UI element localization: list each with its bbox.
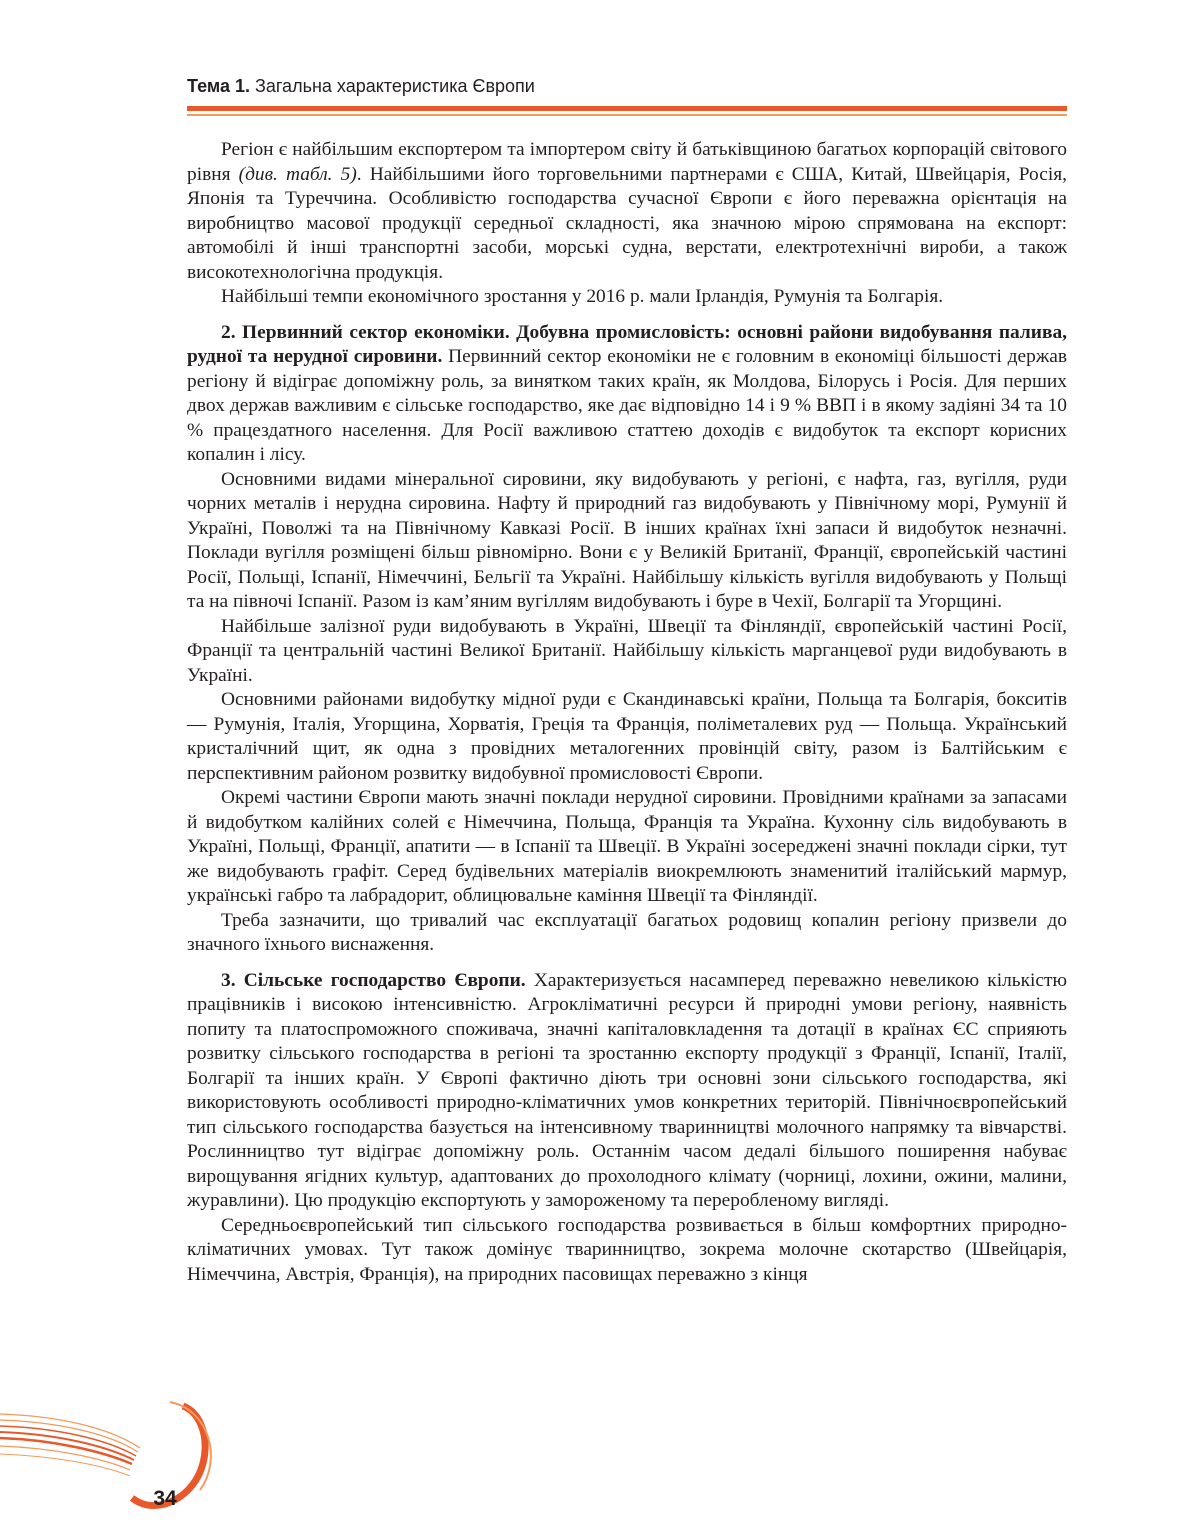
paragraph-primary-sector: 2. Первинний сектор економіки. Добувна промисловість: основні райони видобування палива, рудної та нерудної сировини. Первинний сектор економіки не є головним в економіці більшості держав регіону й відіграє допоміжну роль, за винятком таких країн, як Молдова, Білорусь і Росія. Для перших двох держав важливим є сільське господарство, яке дає відповідно 14 і 9 % ВВП і в якому задіяні 34 та 10 % працездатного населення. Для Росії важливою статтею доходів є видобуток та експорт корисних копалин і лісу. <box>187 321 1067 465</box>
paragraph-nonmetallic: Окремі частини Європи мають значні поклади нерудної сировини. Провідними країнами за запасами й видобутком калійних солей є Німеччина, Польща, Франція та Україна. Кухонну сіль видобувають в Україні, Польщі, Франції, апатити — в Іспанії та Швеції. В Україні зосереджені значні поклади сірки, тут же видобувають графіт. Серед будівельних матеріалів виокремлюють знаменитий італійський мармур, українські габро та лабрадорит, облицювальне каміння Швеції та Фінляндії. <box>187 787 1067 906</box>
paragraph-agriculture: 3. Сільське господарство Європи. Характеризується насамперед переважно невеликою кількістю працівників і високою інтенсивністю. Агрокліматичні ресурси й природні умови регіону, наявність попиту та платоспроможного споживача, значні капіталовкладення та дотації в країнах ЄС сприяють розвитку сільського господарства в регіоні та зростанню експорту продукції з Франції, Іспанії, Італії, Болгарії та інших країн. У Європі фактично діють три основні зони сільського господарства, які використовують особливості природно-кліматичних умов конкретних територій. Північноєвропейський тип сільського господарства базується на інтенсивному тваринництві молочного напрямку та вівчарстві. Рослинництво тут відіграє допоміжну роль. Останнім часом дедалі більшого поширення набуває вирощування ягідних культур, адаптованих до прохолодного клімату (чорниці, лохини, ожини, малини, журавлини). Цю продукцію експортують у замороженому та переробленому вигляді. <box>187 969 1067 1211</box>
topic-title: Загальна характеристика Європи <box>255 76 535 96</box>
page-number: 34 <box>153 1487 177 1510</box>
paragraph-depletion: Треба зазначити, що тривалий час експлуатації багатьох родовищ копалин регіону призвели до значного їхнього виснаження. <box>187 909 1067 955</box>
paragraph-copper: Основними районами видобутку мідної руди є Скандинавські країни, Польща та Болгарія, бокситів — Румунія, Італія, Угорщина, Хорватія, Греція та Франція, поліметалевих руд — Польща. Український кристалічний щит, як одна з провідних металогенних провінцій світу, разом із Балтійським є перспективним районом розвитку видобувної промисловості Європи. <box>187 689 1067 784</box>
header-rule-thin <box>187 114 1067 116</box>
paragraph-growth: Найбільші темпи економічного зростання у 2016 р. мали Ірландія, Румунія та Болгарія. <box>221 286 944 307</box>
page-corner-swoosh <box>0 1400 240 1510</box>
table-reference: (див. табл. 5) <box>238 163 357 185</box>
topic-label: Тема 1. <box>187 76 250 96</box>
running-header <box>187 76 535 97</box>
paragraph-minerals: Основними видами мінеральної сировини, яку видобувають у регіоні, є нафта, газ, вугілля, руди чорних металів і нерудна сировина. Нафту й природний газ видобувають у Північному морі, Румунії й Україні, Поволжі та на Північному Кавказі Росії. В інших країнах їхні запаси й видобуток незначні. Поклади вугілля розміщені більш рівномірно. Вони є у Великій Британії, Франції, європейській частині Росії, Польщі, Іспанії, Німеччині, Бельгії та Україні. Найбільшу кількість вугілля видобувають у Польщі та на півночі Іспанії. Разом із кам’яним вугіллям видобувають і буре в Чехії, Болгарії та Угорщині. <box>187 468 1067 612</box>
section-heading-3: 3. Сільське господарство Європи. <box>221 969 526 991</box>
header-rule-thick <box>187 106 1067 111</box>
paragraph-iron-ore: Найбільше залізної руди видобувають в Україні, Швеції та Фінляндії, європейській частині Росії, Франції та центральній частині Великої Британії. Найбільшу кількість марганцевої руди видобувають в Україні. <box>187 615 1067 686</box>
paragraph-exports: Регіон є найбільшим експортером та імпортером світу й батьківщиною багатьох корпорацій світового рівня (див. табл. 5). Найбільшими його торговельними партнерами є США, Китай, Швейцарія, Росія, Японія та Туреччина. Особливістю господарства сучасної Європи є його переважна орієнтація на виробництво масової продукції середньої складності, яка значною мірою спрямована на експорт: автомобілі й інші транспортні засоби, морські судна, верстати, електротехнічні вироби, а також високотехнологічна продукція. <box>187 139 1067 283</box>
body-text <box>187 138 1067 1287</box>
section-heading-2: 2. Первинний сектор економіки. Добувна промисловість: основні райони видобування палива, рудної та нерудної сировини. <box>187 321 1067 367</box>
paragraph-central-europe: Середньоєвропейський тип сільського господарства розвивається в більш комфортних природно-кліматичних умовах. Тут також домінує тваринництво, зокрема молочне скотарство (Швейцарія, Німеччина, Австрія, Франція), на природних пасовищах переважно з кінця <box>187 1214 1067 1285</box>
